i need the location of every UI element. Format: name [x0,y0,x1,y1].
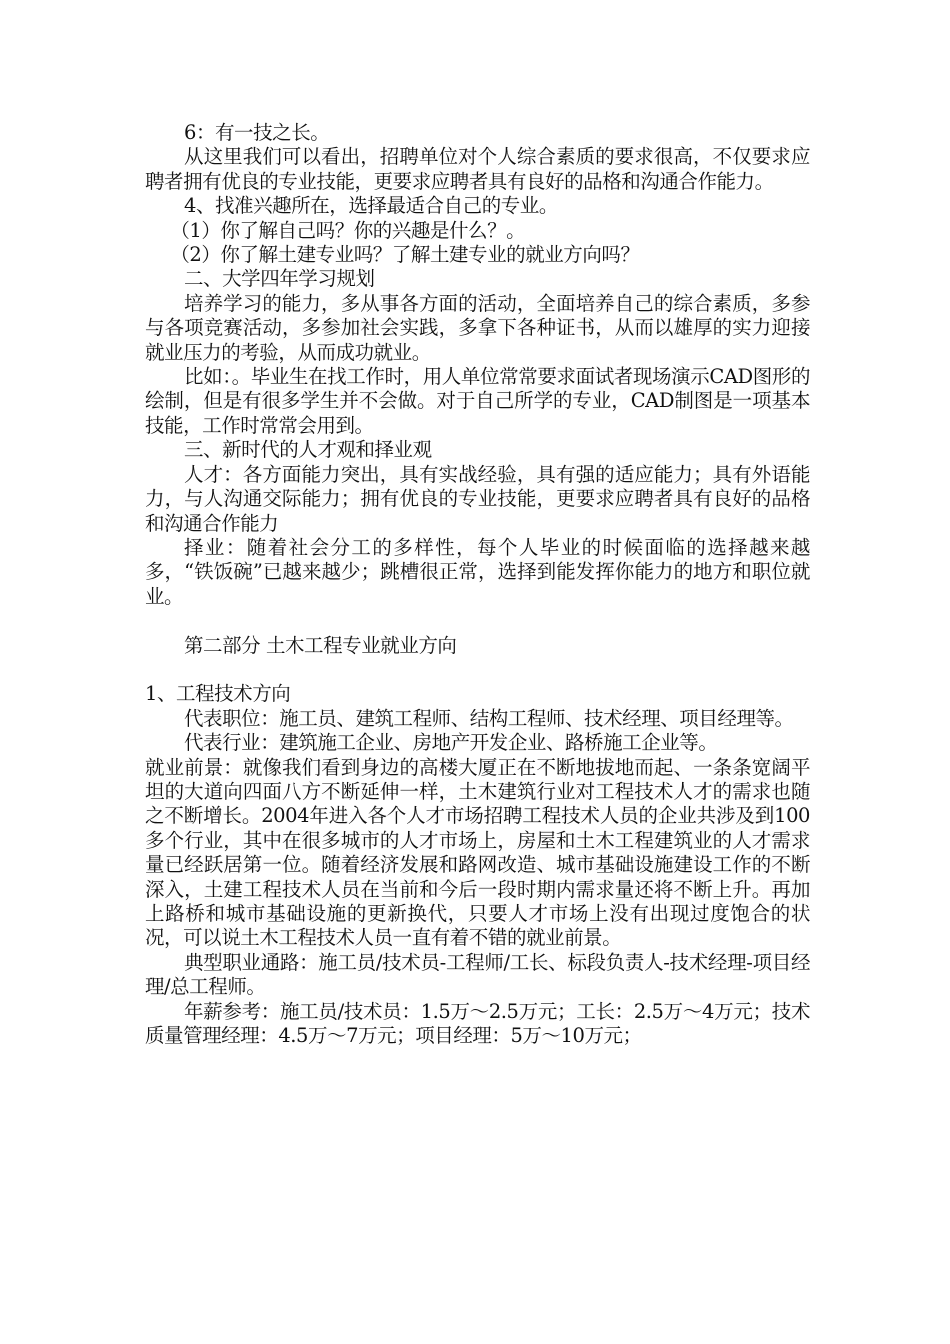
question-major: （2）你了解土建专业吗？了解土建专业的就业方向吗？ [170,243,640,267]
question-self: （1）你了解自己吗？你的兴趣是什么？。 [170,218,526,242]
paragraph-study-plan: 培养学习的能力，多从事各方面的活动，全面培养自己的综合素质，多参与各项竞赛活动，多参加社会实践，多拿下各种证书，从而以雄厚的实力迎接就业压力的考验，从而成功就业。 [145,291,810,364]
section-heading-talent-view: 三、新时代的人才观和择业观 [184,438,432,462]
document-body [145,121,810,1048]
heading-engineering-tech: 1、工程技术方向 [145,682,291,706]
list-item-skill: 6：有一技之长。 [184,121,330,144]
heading-interest: 4、找准兴趣所在，选择最适合自己的专业。 [184,194,558,218]
paragraph-requirements: 从这里我们可以看出，招聘单位对个人综合素质的要求很高，不仅要求应聘者拥有优良的专业技能，更要求应聘者具有良好的品格和沟通合作能力。 [145,145,810,193]
part-heading-civil-engineering: 第二部分 土木工程专业就业方向 [184,633,457,657]
paragraph-career-choice: 择业：随着社会分工的多样性，每个人毕业的时候面临的选择越来越多，“铁饭碗”已越来越少；跳槽很正常，选择到能发挥你能力的地方和职位就业。 [145,535,810,608]
section-heading-study-plan: 二、大学四年学习规划 [184,267,375,291]
paragraph-talent: 人才：各方面能力突出，具有实战经验，具有强的适应能力；具有外语能力，与人沟通交际能力；拥有优良的专业技能，更要求应聘者具有良好的品格和沟通合作能力 [145,462,810,535]
paragraph-industries: 代表行业：建筑施工企业、房地产开发企业、路桥施工企业等。 [184,731,718,755]
paragraph-prospects: 就业前景：就像我们看到身边的高楼大厦正在不断地拔地而起、一条条宽阔平坦的大道向四面八方不断延伸一样，土木建筑行业对工程技术人才的需求也随之不断增长。2004年进入各个人才市场招聘工程技术人员的企业共涉及到100多个行业，其中在很多城市的人才市场上，房屋和土木工程建筑业的人才需求量已经跃居第一位。随着经济发展和路网改造、城市基础设施建设工作的不断深入，土建工程技术人员在当前和今后一段时期内需求量还将不断上升。再加上路桥和城市基础设施的更新换代，只要人才市场上没有出现过度饱合的状况，可以说土木工程技术人员一直有着不错的就业前景。 [145,755,810,950]
paragraph-cad-example: 比如：。毕业生在找工作时，用人单位常常要求面试者现场演示CAD图形的绘制，但是有很多学生并不会做。对于自己所学的专业，CAD制图是一项基本技能，工作时常常会用到。 [145,365,810,437]
paragraph-career-path: 典型职业通路：施工员/技术员-工程师/工长、标段负责人-技术经理-项目经理/总工程师。 [145,950,810,999]
paragraph-positions: 代表职位：施工员、建筑工程师、结构工程师、技术经理、项目经理等。 [184,706,794,730]
paragraph-salary: 年薪参考：施工员/技术员：1.5万～2.5万元；工长：2.5万～4万元；技术质量管理经理：4.5万～7万元；项目经理：5万～10万元； [145,999,810,1047]
